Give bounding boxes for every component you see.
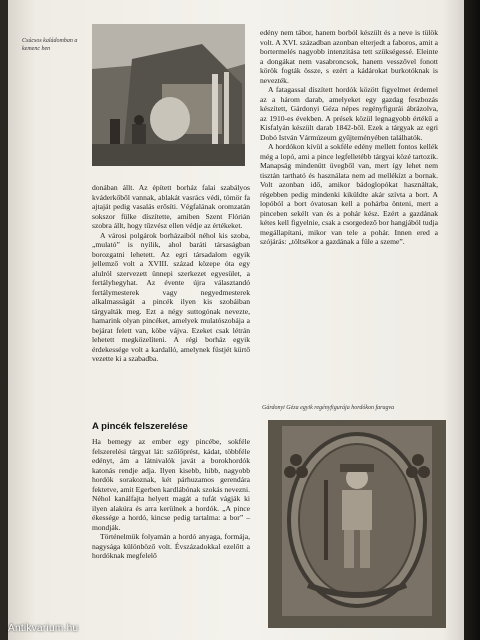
left-middle-column xyxy=(92,183,250,364)
paragraph: A fatagassal díszített hordók között figyelmet érdemel az a három darab, amelyeket egy gazdag feszbozás készített, Gárdonyi Géza népes regényfigurái ábrázolva, az 1910-es években. A prések közül legnagyobb értékű a Kisfalyán készült darab 1842-ből. Ezek a tárgyak az egri Dobó István Vármúzeum gyűjteményében találhatók. xyxy=(260,85,438,142)
section-heading: A pincék felszerelése xyxy=(92,421,188,432)
paragraph: donában állt. Az épített borház falai szabályos kváderkőből vannak, ablakát vasrács védi, tömör fa ajtaját pedig vasalás erősíti. Végfalának oromzatán sokszor fülke díszítette, amiben Szent Flórián szobra állt, hogy tűzvész ellen védje az értékeket. xyxy=(92,183,250,230)
paragraph: Ha bemegy az ember egy pincébe, sokféle felszerelési tárgyat lát: szőlőprést, kádat, többféle edényt, ám a látnivalók javát a borokhordók katonás rendje adja. Ilyen kisebb, hibb, nagyobb hordók sorakoznak, két párhuzamos gerendára fektetve, amit Egerben kardlábónak szokás nevezni. Néhol kanálfajta helyett magát a tufát vágják ki ilyen alakúra és arra kerülnek a hordók. „A pince ékessége a hordó, kincse pedig tartalma: a bor” – mondják. xyxy=(92,437,250,532)
top-photo-caption: Csúcsos kaládomban a kemenc ben xyxy=(22,38,78,52)
watermark-text: Antikvarium.hu xyxy=(8,623,79,634)
book-spine-shadow xyxy=(464,0,480,640)
carved-plate-photo xyxy=(268,420,446,628)
paragraph: Történelmük folyamán a hordó anyaga, formája, nagysága különböző volt. Évszázadokkal ezelőtt a hordóknak megfelelő xyxy=(92,532,250,560)
section-body xyxy=(92,437,250,561)
right-top-column xyxy=(260,28,438,247)
paragraph: edény nem tábor, hanem borból készült és a neve is tülök volt. A XVI. században azonban elterjedt a faboros, amit a bortermelés nagyobb intenzitása tett szükségessé. Eleinte a dongákat nem vasabroncsok, hanem vesszővel fonott körök fogták össze, s ezért a kádárokat burkotóknak is nevezték. xyxy=(260,28,438,85)
top-photo xyxy=(92,24,245,166)
paragraph: A városi polgárok borházaiból néhol kis szoba, „mulató” is nyílik, ahol baráti társaságban borozgatni lehetett. Az egri társadalom egyik jellemző volt a XVIII. század közepe óta egy alulról szervezett ünnepi szerkezet egyesület, a fertályhegyhat. Az évente újra választandó fertálymesterek vagy negyedmesterek alkalmasságát a pincék ilyen kis szobáiban tárgyalták meg. Ezt a négy suttogónak nevezte, hamarink olyan pincéket, amelyek mulatószobája a bejárat felett van, köbe vájva. Ezeket csak létrán lehetett megközelíteni. A régi borház egyik érdekessége volt a kardalló, amelynek füstjét kürtő vezette ki a szabadba. xyxy=(92,230,250,363)
paragraph: A hordókon kívül a sokféle edény mellett fontos kellék még a lopó, ami a pince legfelletébb tárgyai közé tartozik. Manapság mindenütt üvegből van, mert így lehet nem tisztán tartható és használata nem ad mellékízt a bornak. Volt azonban idő, amikor bádoglopókat használtak, régebben pedig mindenki kiküldte akár szívta a bort. A lopóból a bort óvatosan kell a pohárba önteni, mert a pinceben sekélt van és a pohár kész. Ezért a gazdának kétes kell figyelnie, csak a csorgedező bor hangjából tudja megállapítani, mikor van tele a pohár. Innen ered a szójárás: „töltsékor a gazdának a füle a szeme”. xyxy=(260,142,438,246)
cellar-interior-photo xyxy=(92,24,245,166)
plate-caption: Gárdonyi Géza egyik regényfigurája hordókon faragva xyxy=(262,405,395,411)
carved-figure-relief xyxy=(268,420,446,628)
